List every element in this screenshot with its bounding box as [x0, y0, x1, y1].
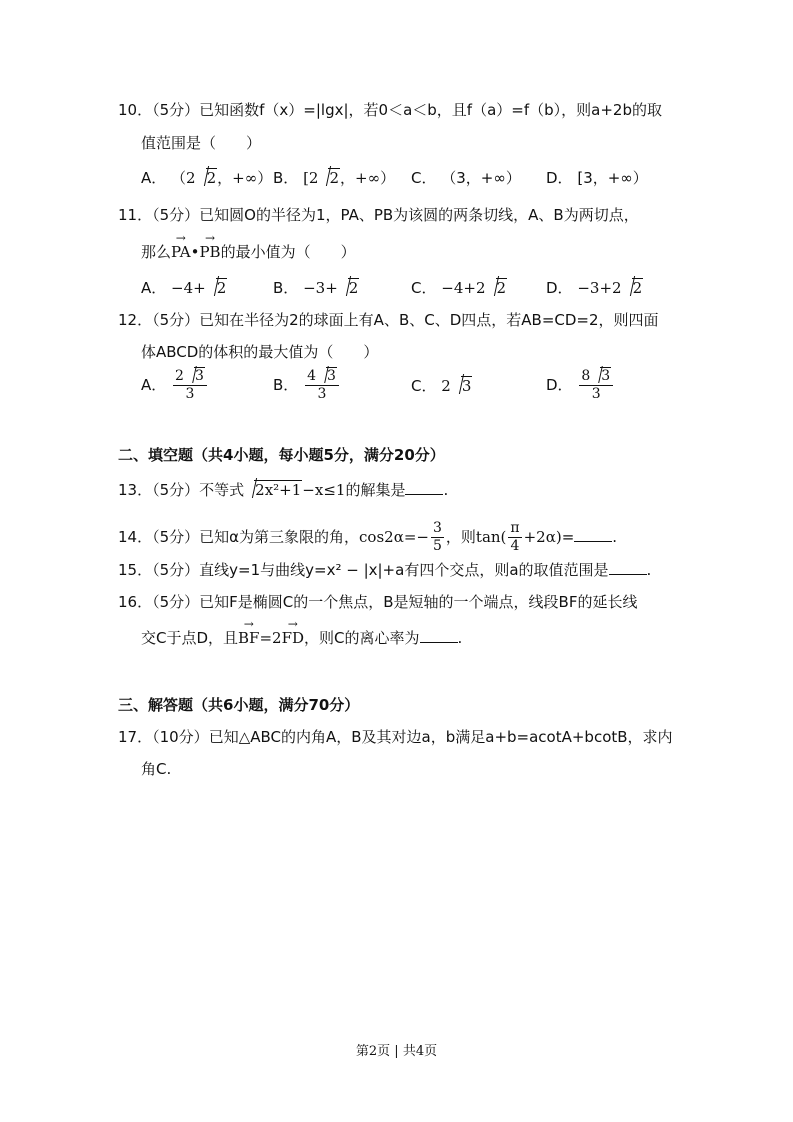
option-d: D． $\frac{8 3}{3}$ — [546, 368, 615, 403]
question-score: （10分） — [152, 728, 209, 746]
option-b: B． $\frac{4 3}{3}$ — [273, 368, 341, 403]
question-14: 14．（5分）已知α为第三象限的角，cos2α=− $\frac{3}{5}$ ，则tan( $\frac{\pi}{4}$ +2α)= . — [118, 520, 618, 554]
answer-blank — [420, 628, 458, 643]
option-c: C． −4+2 2 — [411, 279, 507, 297]
sqrt-symbol: 2 — [318, 168, 340, 188]
option-a: A． −4+ 2 — [141, 279, 227, 297]
question-13: 13．（5分）不等式 2x²+1−x≤1的解集是 . — [118, 481, 449, 499]
question-11-line2: 那么→ PA•→ PB的最小值为（ ） — [141, 242, 356, 262]
vector-fd: → FD — [282, 628, 304, 648]
answer-blank — [609, 560, 647, 575]
page-footer: 第2页 | 共4页 — [355, 1044, 438, 1059]
question-12-line1: 12．（5分）已知在半径为2的球面上有A、B、C、D四点，若AB=CD=2，则四面 — [118, 311, 659, 329]
option-c: C． 2 3 — [411, 377, 472, 395]
question-12-line2: 体ABCD的体积的最大值为（ ） — [141, 343, 379, 361]
question-score: （5分） — [152, 593, 200, 611]
question-number: 11． — [118, 206, 153, 224]
question-16-line2: 交C于点D，且→ BF=2→ FD，则C的离心率为 . — [141, 628, 462, 648]
sqrt-symbol: 2 — [622, 278, 644, 298]
sqrt-symbol: 2 — [206, 278, 228, 298]
question-number: 13． — [118, 481, 153, 499]
question-number: 15． — [118, 561, 153, 579]
sqrt-symbol: 2x²+1 — [244, 480, 302, 500]
sqrt-symbol: 2 — [338, 278, 360, 298]
question-17-line2: 角C. — [141, 760, 172, 778]
question-score: （5分） — [152, 311, 200, 329]
vector-pb: → PB — [199, 242, 220, 262]
sqrt-symbol: 3 — [316, 368, 337, 385]
option-d: D． [3，+∞） — [546, 169, 648, 187]
question-11-line1: 11．（5分）已知圆O的半径为1，PA、PB为该圆的两条切线，A、B为两切点， — [118, 206, 639, 224]
option-b: B． −3+ 2 — [273, 279, 359, 297]
question-score: （5分） — [152, 561, 200, 579]
vector-bf: → BF — [238, 628, 259, 648]
sqrt-symbol: 2 — [486, 278, 508, 298]
question-16-line1: 16．（5分）已知F是椭圆C的一个焦点，B是短轴的一个端点，线段BF的延长线 — [118, 593, 638, 611]
question-score: （5分） — [152, 206, 200, 224]
option-a: A． $\frac{2 3}{3}$ — [141, 368, 209, 403]
answer-blank — [405, 480, 443, 495]
question-number: 14． — [118, 528, 153, 546]
question-number: 17． — [118, 728, 153, 746]
sqrt-symbol: 3 — [590, 368, 611, 385]
section-heading-fill-in: 二、填空题（共4小题，每小题5分，满分20分） — [118, 446, 445, 464]
question-17-line1: 17．（10分）已知△ABC的内角A，B及其对边a，b满足a+b=acotA+bcotB，求内 — [118, 728, 673, 746]
question-number: 12． — [118, 311, 153, 329]
sqrt-symbol: 2 — [196, 168, 218, 188]
question-10-line1: 10．（5分）已知函数f（x）=|lgx|，若0＜a＜b，且f（a）=f（b），则a+2b的取 — [118, 101, 662, 119]
sqrt-symbol: 3 — [451, 376, 473, 396]
question-score: （5分） — [152, 528, 200, 546]
question-number: 10． — [118, 101, 153, 119]
vector-pa: → PA — [171, 242, 191, 262]
question-score: （5分） — [152, 101, 200, 119]
answer-blank — [574, 527, 612, 542]
section-heading-solutions: 三、解答题（共6小题，满分70分） — [118, 696, 360, 714]
sqrt-symbol: 3 — [184, 368, 205, 385]
question-score: （5分） — [152, 481, 200, 499]
question-15: 15．（5分）直线y=1与曲线y=x² − |x|+a有四个交点，则a的取值范围是 . — [118, 561, 652, 579]
option-d: D． −3+2 2 — [546, 279, 643, 297]
question-number: 16． — [118, 593, 153, 611]
option-b: B． [2 2，+∞） — [273, 169, 396, 187]
question-10-line2: 值范围是（ ） — [141, 134, 262, 152]
option-c: C． （3，+∞） — [411, 169, 521, 187]
option-a: A． （2 2，+∞） — [141, 169, 273, 187]
